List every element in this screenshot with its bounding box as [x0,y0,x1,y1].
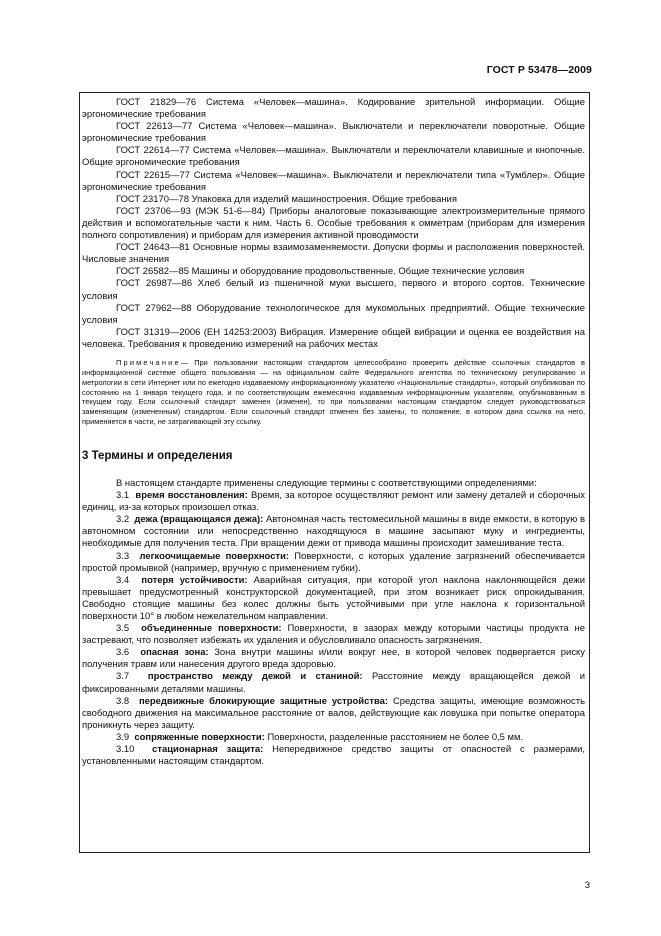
term-definition: Расстояние между вращающейся дежой и фиксированными деталями машины. [82,671,586,695]
reference-item: ГОСТ 26987—86 Хлеб белый из пшеничной муки высшего, первого и второго сортов. Технические условия [82,278,585,302]
term-name: легкоочищаемые поверхности: [139,550,290,562]
note-label: Примечание [116,357,181,367]
term-definition: Поверхности, с которых удаление загрязнений обеспечивается простой промывкой (например, вручную с применением губки). [82,550,585,574]
term-item [82,623,585,647]
terms-list [82,478,585,768]
term-name: передвижные блокирующие защитные устройства: [138,695,389,707]
term-item [82,551,585,575]
term-item [82,671,585,695]
term-item [82,490,585,514]
term-definition: Автономная часть тестомесильной машины в виде емкости, в которую в автономном состоянии или непосредственно находящуюся в машине засыпают муку и ингредиенты, необходимые для получения теста. При вращении дежи от привода машины происходит замешивание теста. [82,514,585,550]
reference-item: ГОСТ 21829—76 Система «Человек—машина». Кодирование зрительной информации. Общие эргономические требования [82,97,585,121]
term-number: 3.6 [116,647,130,659]
term-item [82,647,585,671]
reference-item: ГОСТ 23706—93 (МЭК 51-6—84) Приборы аналоговые показывающие электроизмерительные прямого действия и вспомогательные части к ним. Часть 6. Особые требования к омметрам (приборам для измерения полного сопротивления) и приборам для измерения активной проводимости [82,205,585,242]
reference-item: ГОСТ 26582—85 Машины и оборудование продовольственные. Общие технические условия [116,266,525,278]
normative-references-list [82,97,585,351]
term-definition: Средства защиты, имеющие возможность свободного движения на максимальное расстояние от валов, действующие как ловушка при попытке оператора проникнуть через защиту. [82,695,585,731]
term-name: опасная зона: [140,647,209,659]
term-definition: Поверхности, в зазорах между которыми частицы продукта не застревают, что позволяет избежать их удаления и обусловливало опасность загрязнения. [82,623,586,647]
term-definition: Время, за которое осуществляют ремонт или замену деталей и сборочных единиц, из-за которых произошел отказ. [82,490,586,514]
term-number: 3.4 [116,574,130,586]
term-name: пространство между дежой и станиной: [147,671,363,683]
term-definition: Зона внутри машины и/или вокруг нее, в которой человек подвергается риску получения травм или нанесения другого вреда здоровью. [82,647,585,671]
term-number: 3.10 [116,744,135,756]
term-definition: Непередвижное средство защиты от опасностей с размерами, установленными настоящим стандартом. [82,744,585,768]
term-item [82,575,585,623]
term-number: 3.9 [116,731,130,743]
term-name: дежа (вращающаяся дежа): [134,514,264,526]
page-content [82,97,585,768]
reference-item: ГОСТ 31319—2006 (ЕН 14253:2003) Вибрация. Измерение общей вибрации и оценка ее воздействия на человека. Требования к проведению измерений на рабочих местах [82,326,585,350]
term-number: 3.7 [116,671,130,683]
reference-item: ГОСТ 22613—77 Система «Человек—машина». Выключатели и переключатели поворотные. Общие эргономические требования [82,121,585,145]
term-name: сопряженные поверхности: [134,731,265,743]
term-number: 3.3 [116,550,130,562]
term-name: стационарная защита: [152,744,264,756]
note-paragraph [82,358,585,427]
term-number: 3.1 [116,490,130,502]
section-title: 3 Термины и определения [82,449,233,462]
reference-item: ГОСТ 27962—88 Оборудование технологическое для мукомольных предприятий. Общие технические условия [82,302,585,326]
page-number: 3 [584,880,590,891]
term-definition: Поверхности, разделенные расстоянием не более 0,5 мм. [267,731,524,743]
term-item [82,514,585,550]
reference-item: ГОСТ 22615—77 Система «Человек—машина». Выключатели и переключатели типа «Тумблер». Общие эргономические требования [82,169,585,193]
term-name: потеря устойчивости: [141,574,248,586]
term-number: 3.5 [116,623,130,635]
reference-item: ГОСТ 23170—78 Упаковка для изделий машиностроения. Общие требования [116,193,457,205]
term-name: время восстановления: [135,490,248,502]
document-id-header: ГОСТ Р 53478—2009 [486,64,592,76]
term-item [82,744,585,768]
term-number: 3.2 [116,514,130,526]
note-text: — При пользовании настоящим стандартом целесообразно проверить действие ссылочных стандартов в информационной системе общего пользования — на официальном сайте Федерального агентства по техническому регулированию и метрологии в сети Интернет или по ежегодно издаваемому информационному указателю «Национальные стандарты», который опубликован по состоянию на 1 января текущего года, и по соответствующим ежемесячно издаваемым информационным указателям, опубликованным в текущем году. Если ссылочный стандарт заменен (изменен), то при пользовании настоящим стандартом следует руководствоваться заменяющим (измененным) стандартом. Если ссылочный стандарт отменен без замены, то положение, в котором дана ссылка на него, применяется в части, не затрагивающей эту ссылку. [82,357,585,427]
reference-item: ГОСТ 24643—81 Основные нормы взаимозаменяемости. Допуски формы и расположения поверхностей. Числовые значения [82,242,585,266]
section-intro: В настоящем стандарте применены следующие термины с соответствующими определениями: [116,477,537,489]
term-item [82,696,585,732]
term-definition: Аварийная ситуация, при которой угол наклона наклоняющейся дежи превышает предусмотренный конструкторской документацией, при этом возникает риск опрокидывания. Свободно стоящие машины без колес должны быть устойчивыми при угле наклона к горизонтальной поверхности 10° в любом нежелательном направлении. [82,574,585,622]
reference-item: ГОСТ 22614—77 Система «Человек—машина». Выключатели и переключатели клавишные и кнопочные. Общие эргономические требования [82,145,585,169]
term-number: 3.8 [116,695,130,707]
term-name: объединенные поверхности: [141,623,282,635]
term-item [82,732,585,744]
